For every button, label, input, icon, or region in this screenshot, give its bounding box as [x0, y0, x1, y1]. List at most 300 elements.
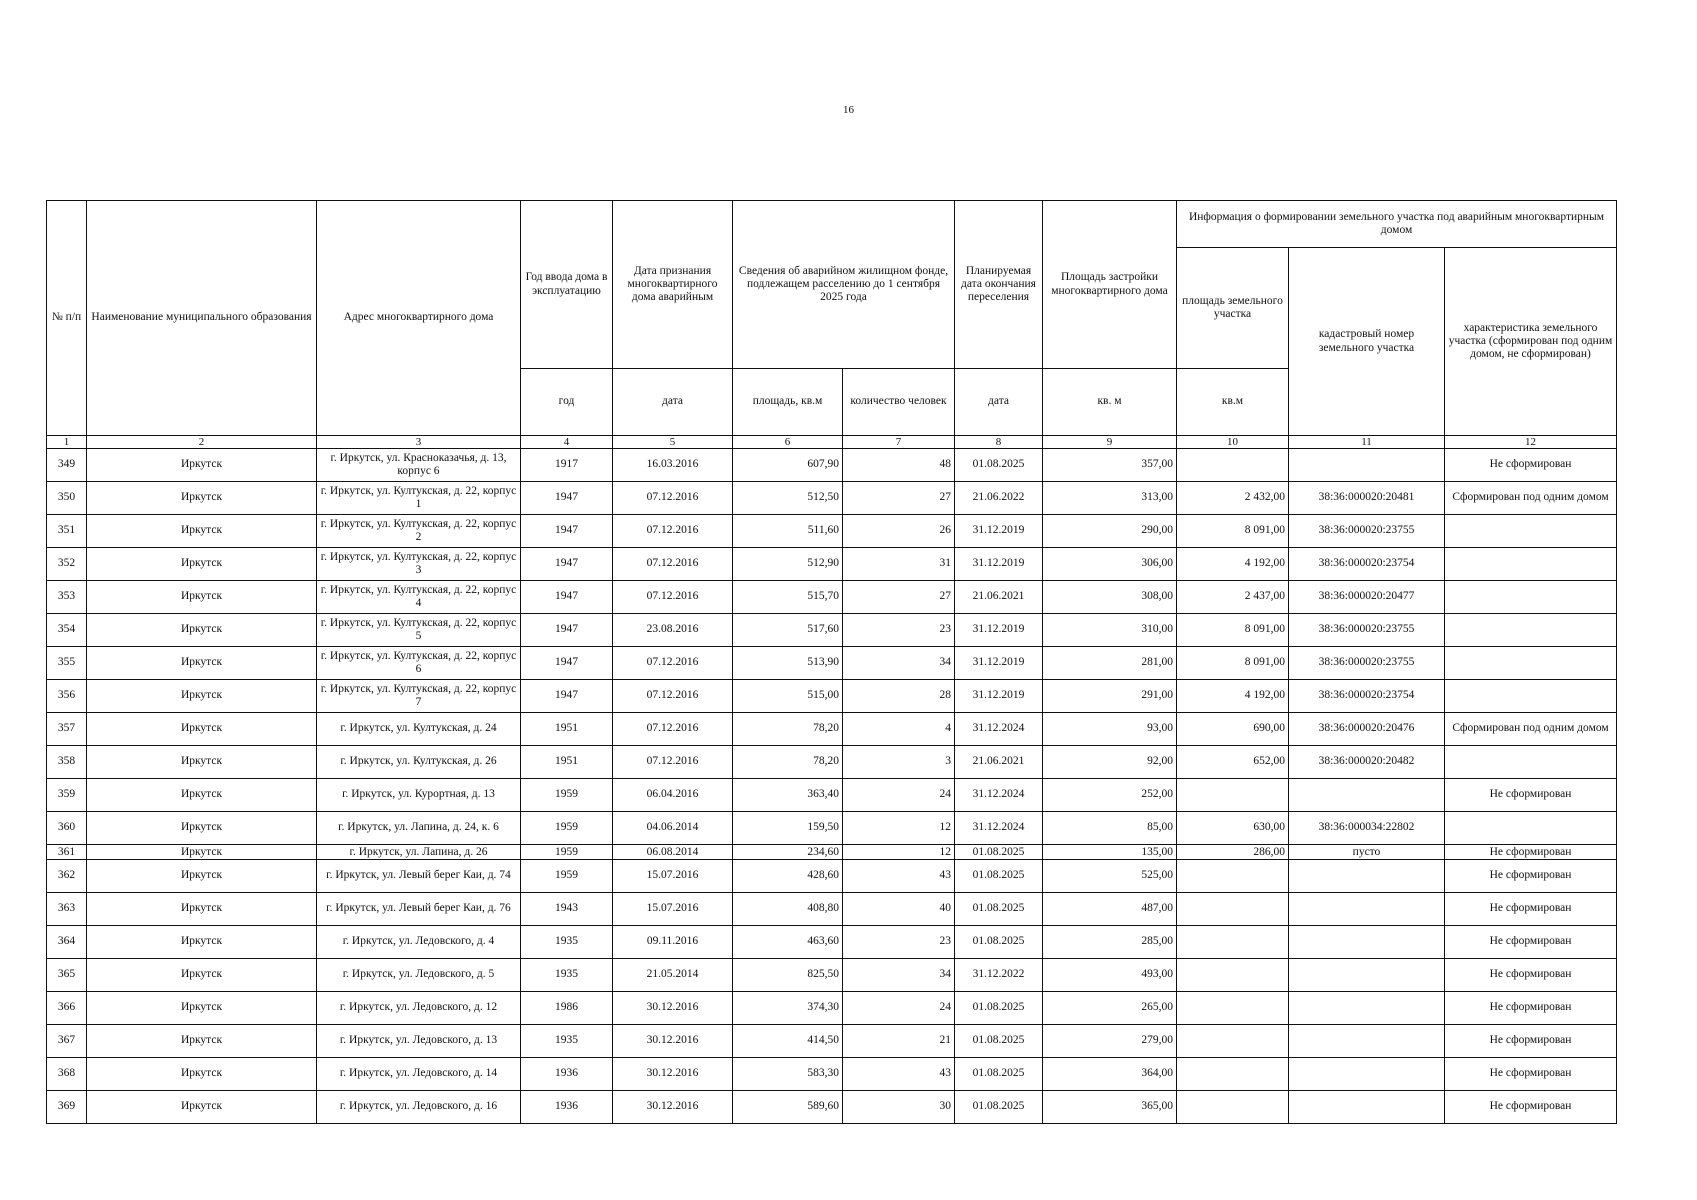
planned-date-cell: 31.12.2024	[955, 812, 1043, 845]
land-status-cell	[1445, 548, 1617, 581]
address-cell: г. Иркутск, ул. Култукская, д. 22, корпус 4	[317, 581, 521, 614]
people-cell: 3	[843, 746, 955, 779]
table-row	[47, 1058, 1617, 1091]
build-area-cell: 525,00	[1043, 860, 1177, 893]
address-cell: г. Иркутск, ул. Култукская, д. 26	[317, 746, 521, 779]
cadastral-cell: 38:36:000020:23755	[1289, 647, 1445, 680]
row-number: 364	[47, 926, 87, 959]
planned-date-cell: 01.08.2025	[955, 845, 1043, 860]
build-area-cell: 306,00	[1043, 548, 1177, 581]
land-status-cell: Не сформирован	[1445, 1025, 1617, 1058]
land-area-cell	[1177, 959, 1289, 992]
municipality-cell: Иркутск	[87, 1058, 317, 1091]
unit-year: год	[521, 369, 613, 436]
table-row	[47, 1091, 1617, 1124]
address-cell: г. Иркутск, ул. Ледовского, д. 16	[317, 1091, 521, 1124]
column-number: 5	[613, 436, 733, 449]
land-area-cell	[1177, 779, 1289, 812]
row-number: 356	[47, 680, 87, 713]
header-address: Адрес многоквартирного дома	[317, 201, 521, 436]
year-cell: 1936	[521, 1058, 613, 1091]
people-cell: 27	[843, 581, 955, 614]
land-status-cell: Не сформирован	[1445, 449, 1617, 482]
people-cell: 26	[843, 515, 955, 548]
row-number: 365	[47, 959, 87, 992]
planned-date-cell: 01.08.2025	[955, 926, 1043, 959]
header-num: № п/п	[47, 201, 87, 436]
recognition-date-cell: 04.06.2014	[613, 812, 733, 845]
recognition-date-cell: 30.12.2016	[613, 992, 733, 1025]
address-cell: г. Иркутск, ул. Култукская, д. 22, корпус 6	[317, 647, 521, 680]
year-cell: 1959	[521, 860, 613, 893]
table-row	[47, 482, 1617, 515]
cadastral-cell: 38:36:000020:20477	[1289, 581, 1445, 614]
land-area-cell: 8 091,00	[1177, 614, 1289, 647]
planned-date-cell: 01.08.2025	[955, 1025, 1043, 1058]
land-status-cell	[1445, 515, 1617, 548]
area-cell: 583,30	[733, 1058, 843, 1091]
header-land-info: Информация о формировании земельного участка под аварийным многоквартирным домом	[1177, 201, 1617, 248]
people-cell: 27	[843, 482, 955, 515]
area-cell: 428,60	[733, 860, 843, 893]
land-status-cell	[1445, 647, 1617, 680]
address-cell: г. Иркутск, ул. Красноказачья, д. 13, корпус 6	[317, 449, 521, 482]
planned-date-cell: 31.12.2024	[955, 713, 1043, 746]
table-row	[47, 1025, 1617, 1058]
area-cell: 517,60	[733, 614, 843, 647]
land-status-cell: Не сформирован	[1445, 959, 1617, 992]
people-cell: 28	[843, 680, 955, 713]
row-number: 352	[47, 548, 87, 581]
row-number: 351	[47, 515, 87, 548]
table-row	[47, 992, 1617, 1025]
land-area-cell: 652,00	[1177, 746, 1289, 779]
column-numbers-row	[47, 436, 1617, 449]
municipality-cell: Иркутск	[87, 680, 317, 713]
table-row	[47, 614, 1617, 647]
people-cell: 23	[843, 926, 955, 959]
year-cell: 1935	[521, 1025, 613, 1058]
recognition-date-cell: 23.08.2016	[613, 614, 733, 647]
people-cell: 24	[843, 779, 955, 812]
recognition-date-cell: 07.12.2016	[613, 515, 733, 548]
municipality-cell: Иркутск	[87, 581, 317, 614]
recognition-date-cell: 21.05.2014	[613, 959, 733, 992]
planned-date-cell: 31.12.2019	[955, 548, 1043, 581]
land-status-cell: Не сформирован	[1445, 926, 1617, 959]
cadastral-cell: пусто	[1289, 845, 1445, 860]
build-area-cell: 92,00	[1043, 746, 1177, 779]
table-row	[47, 746, 1617, 779]
land-area-cell: 286,00	[1177, 845, 1289, 860]
recognition-date-cell: 15.07.2016	[613, 860, 733, 893]
table-row	[47, 581, 1617, 614]
area-cell: 825,50	[733, 959, 843, 992]
unit-area: площадь, кв.м	[733, 369, 843, 436]
municipality-cell: Иркутск	[87, 992, 317, 1025]
row-number: 367	[47, 1025, 87, 1058]
land-area-cell	[1177, 1091, 1289, 1124]
page-number: 16	[843, 104, 854, 116]
municipality-cell: Иркутск	[87, 482, 317, 515]
land-status-cell: Не сформирован	[1445, 860, 1617, 893]
row-number: 360	[47, 812, 87, 845]
year-cell: 1943	[521, 893, 613, 926]
recognition-date-cell: 07.12.2016	[613, 746, 733, 779]
people-cell: 34	[843, 959, 955, 992]
unit-land-sqm: кв.м	[1177, 369, 1289, 436]
land-status-cell: Не сформирован	[1445, 845, 1617, 860]
build-area-cell: 365,00	[1043, 1091, 1177, 1124]
cadastral-cell: 38:36:000020:20481	[1289, 482, 1445, 515]
header-land-area: площадь земельного участка	[1177, 248, 1289, 369]
recognition-date-cell: 06.08.2014	[613, 845, 733, 860]
column-number: 9	[1043, 436, 1177, 449]
people-cell: 40	[843, 893, 955, 926]
area-cell: 589,60	[733, 1091, 843, 1124]
cadastral-cell: 38:36:000020:23755	[1289, 515, 1445, 548]
planned-date-cell: 01.08.2025	[955, 893, 1043, 926]
municipality-cell: Иркутск	[87, 959, 317, 992]
recognition-date-cell: 30.12.2016	[613, 1091, 733, 1124]
land-area-cell	[1177, 926, 1289, 959]
row-number: 366	[47, 992, 87, 1025]
row-number: 355	[47, 647, 87, 680]
build-area-cell: 279,00	[1043, 1025, 1177, 1058]
planned-date-cell: 21.06.2021	[955, 746, 1043, 779]
cadastral-cell: 38:36:000034:22802	[1289, 812, 1445, 845]
recognition-date-cell: 07.12.2016	[613, 680, 733, 713]
municipality-cell: Иркутск	[87, 515, 317, 548]
build-area-cell: 487,00	[1043, 893, 1177, 926]
land-area-cell: 690,00	[1177, 713, 1289, 746]
people-cell: 4	[843, 713, 955, 746]
column-number: 7	[843, 436, 955, 449]
cadastral-cell: 38:36:000020:20476	[1289, 713, 1445, 746]
area-cell: 363,40	[733, 779, 843, 812]
cadastral-cell	[1289, 449, 1445, 482]
cadastral-cell	[1289, 860, 1445, 893]
year-cell: 1986	[521, 992, 613, 1025]
planned-date-cell: 01.08.2025	[955, 1058, 1043, 1091]
people-cell: 12	[843, 845, 955, 860]
land-status-cell	[1445, 812, 1617, 845]
area-cell: 607,90	[733, 449, 843, 482]
header-build-area: Площадь застройки многоквартирного дома	[1043, 201, 1177, 369]
cadastral-cell: 38:36:000020:23754	[1289, 680, 1445, 713]
land-status-cell: Сформирован под одним домом	[1445, 713, 1617, 746]
people-cell: 34	[843, 647, 955, 680]
build-area-cell: 364,00	[1043, 1058, 1177, 1091]
area-cell: 159,50	[733, 812, 843, 845]
recognition-date-cell: 07.12.2016	[613, 581, 733, 614]
people-cell: 12	[843, 812, 955, 845]
land-area-cell	[1177, 449, 1289, 482]
address-cell: г. Иркутск, ул. Курортная, д. 13	[317, 779, 521, 812]
year-cell: 1947	[521, 515, 613, 548]
build-area-cell: 291,00	[1043, 680, 1177, 713]
area-cell: 374,30	[733, 992, 843, 1025]
year-cell: 1936	[521, 1091, 613, 1124]
column-number: 3	[317, 436, 521, 449]
cadastral-cell	[1289, 779, 1445, 812]
build-area-cell: 265,00	[1043, 992, 1177, 1025]
address-cell: г. Иркутск, ул. Култукская, д. 24	[317, 713, 521, 746]
planned-date-cell: 31.12.2019	[955, 515, 1043, 548]
table-row	[47, 515, 1617, 548]
land-status-cell	[1445, 581, 1617, 614]
unit-date: дата	[613, 369, 733, 436]
address-cell: г. Иркутск, ул. Култукская, д. 22, корпус 2	[317, 515, 521, 548]
people-cell: 43	[843, 1058, 955, 1091]
year-cell: 1951	[521, 713, 613, 746]
table-row	[47, 548, 1617, 581]
build-area-cell: 135,00	[1043, 845, 1177, 860]
table-row	[47, 647, 1617, 680]
land-status-cell: Сформирован под одним домом	[1445, 482, 1617, 515]
header-planned-date: Планируемая дата окончания переселения	[955, 201, 1043, 369]
column-number: 1	[47, 436, 87, 449]
year-cell: 1951	[521, 746, 613, 779]
people-cell: 43	[843, 860, 955, 893]
planned-date-cell: 31.12.2022	[955, 959, 1043, 992]
area-cell: 463,60	[733, 926, 843, 959]
recognition-date-cell: 07.12.2016	[613, 482, 733, 515]
column-number: 12	[1445, 436, 1617, 449]
land-status-cell: Не сформирован	[1445, 992, 1617, 1025]
year-cell: 1935	[521, 926, 613, 959]
row-number: 362	[47, 860, 87, 893]
planned-date-cell: 01.08.2025	[955, 449, 1043, 482]
area-cell: 414,50	[733, 1025, 843, 1058]
year-cell: 1959	[521, 779, 613, 812]
table-row	[47, 812, 1617, 845]
area-cell: 408,80	[733, 893, 843, 926]
cadastral-cell: 38:36:000020:20482	[1289, 746, 1445, 779]
recognition-date-cell: 15.07.2016	[613, 893, 733, 926]
area-cell: 511,60	[733, 515, 843, 548]
recognition-date-cell: 07.12.2016	[613, 647, 733, 680]
municipality-cell: Иркутск	[87, 614, 317, 647]
recognition-date-cell: 16.03.2016	[613, 449, 733, 482]
table-row	[47, 926, 1617, 959]
table-row	[47, 779, 1617, 812]
build-area-cell: 85,00	[1043, 812, 1177, 845]
planned-date-cell: 31.12.2019	[955, 647, 1043, 680]
year-cell: 1959	[521, 845, 613, 860]
municipality-cell: Иркутск	[87, 713, 317, 746]
address-cell: г. Иркутск, ул. Култукская, д. 22, корпус 5	[317, 614, 521, 647]
column-number: 6	[733, 436, 843, 449]
year-cell: 1947	[521, 680, 613, 713]
row-number: 349	[47, 449, 87, 482]
build-area-cell: 285,00	[1043, 926, 1177, 959]
land-area-cell: 8 091,00	[1177, 515, 1289, 548]
area-cell: 234,60	[733, 845, 843, 860]
area-cell: 78,20	[733, 746, 843, 779]
address-cell: г. Иркутск, ул. Култукская, д. 22, корпус 1	[317, 482, 521, 515]
municipality-cell: Иркутск	[87, 1025, 317, 1058]
municipality-cell: Иркутск	[87, 746, 317, 779]
address-cell: г. Иркутск, ул. Лапина, д. 24, к. 6	[317, 812, 521, 845]
build-area-cell: 93,00	[1043, 713, 1177, 746]
cadastral-cell	[1289, 1058, 1445, 1091]
build-area-cell: 493,00	[1043, 959, 1177, 992]
land-status-cell: Не сформирован	[1445, 1058, 1617, 1091]
column-number: 4	[521, 436, 613, 449]
area-cell: 515,70	[733, 581, 843, 614]
column-number: 2	[87, 436, 317, 449]
cadastral-cell: 38:36:000020:23754	[1289, 548, 1445, 581]
year-cell: 1935	[521, 959, 613, 992]
row-number: 357	[47, 713, 87, 746]
land-area-cell: 2 432,00	[1177, 482, 1289, 515]
people-cell: 24	[843, 992, 955, 1025]
people-cell: 21	[843, 1025, 955, 1058]
column-number: 10	[1177, 436, 1289, 449]
area-cell: 512,50	[733, 482, 843, 515]
land-area-cell: 8 091,00	[1177, 647, 1289, 680]
recognition-date-cell: 07.12.2016	[613, 548, 733, 581]
municipality-cell: Иркутск	[87, 449, 317, 482]
address-cell: г. Иркутск, ул. Ледовского, д. 12	[317, 992, 521, 1025]
cadastral-cell	[1289, 959, 1445, 992]
municipality-cell: Иркутск	[87, 845, 317, 860]
year-cell: 1917	[521, 449, 613, 482]
land-area-cell: 4 192,00	[1177, 548, 1289, 581]
address-cell: г. Иркутск, ул. Ледовского, д. 5	[317, 959, 521, 992]
people-cell: 30	[843, 1091, 955, 1124]
address-cell: г. Иркутск, ул. Култукская, д. 22, корпус 3	[317, 548, 521, 581]
build-area-cell: 357,00	[1043, 449, 1177, 482]
area-cell: 512,90	[733, 548, 843, 581]
planned-date-cell: 01.08.2025	[955, 1091, 1043, 1124]
area-cell: 78,20	[733, 713, 843, 746]
municipality-cell: Иркутск	[87, 548, 317, 581]
build-area-cell: 281,00	[1043, 647, 1177, 680]
municipality-cell: Иркутск	[87, 926, 317, 959]
address-cell: г. Иркутск, ул. Ледовского, д. 13	[317, 1025, 521, 1058]
recognition-date-cell: 06.04.2016	[613, 779, 733, 812]
unit-people: количество человек	[843, 369, 955, 436]
cadastral-cell	[1289, 893, 1445, 926]
header-land-status: характеристика земельного участка (сформирован под одним домом, не сформирован)	[1445, 248, 1617, 436]
people-cell: 31	[843, 548, 955, 581]
municipality-cell: Иркутск	[87, 647, 317, 680]
table-row	[47, 713, 1617, 746]
cadastral-cell	[1289, 926, 1445, 959]
municipality-cell: Иркутск	[87, 812, 317, 845]
land-area-cell	[1177, 1025, 1289, 1058]
table-row	[47, 845, 1617, 860]
area-cell: 513,90	[733, 647, 843, 680]
people-cell: 48	[843, 449, 955, 482]
row-number: 363	[47, 893, 87, 926]
column-number: 11	[1289, 436, 1445, 449]
planned-date-cell: 01.08.2025	[955, 992, 1043, 1025]
municipality-cell: Иркутск	[87, 860, 317, 893]
header-municipality: Наименование муниципального образования	[87, 201, 317, 436]
row-number: 361	[47, 845, 87, 860]
build-area-cell: 252,00	[1043, 779, 1177, 812]
address-cell: г. Иркутск, ул. Левый берег Каи, д. 74	[317, 860, 521, 893]
header-year: Год ввода дома в эксплуатацию	[521, 201, 613, 369]
address-cell: г. Иркутск, ул. Ледовского, д. 4	[317, 926, 521, 959]
recognition-date-cell: 09.11.2016	[613, 926, 733, 959]
planned-date-cell: 31.12.2019	[955, 614, 1043, 647]
header-housing-info: Сведения об аварийном жилищном фонде, подлежащем расселению до 1 сентября 2025 года	[733, 201, 955, 369]
cadastral-cell	[1289, 1091, 1445, 1124]
land-status-cell	[1445, 746, 1617, 779]
recognition-date-cell: 30.12.2016	[613, 1025, 733, 1058]
planned-date-cell: 31.12.2019	[955, 680, 1043, 713]
row-number: 369	[47, 1091, 87, 1124]
recognition-date-cell: 07.12.2016	[613, 713, 733, 746]
land-area-cell: 4 192,00	[1177, 680, 1289, 713]
year-cell: 1947	[521, 647, 613, 680]
year-cell: 1947	[521, 548, 613, 581]
address-cell: г. Иркутск, ул. Левый берег Каи, д. 76	[317, 893, 521, 926]
land-area-cell	[1177, 893, 1289, 926]
cadastral-cell: 38:36:000020:23755	[1289, 614, 1445, 647]
unit-planned-date: дата	[955, 369, 1043, 436]
row-number: 350	[47, 482, 87, 515]
people-cell: 23	[843, 614, 955, 647]
row-number: 354	[47, 614, 87, 647]
land-area-cell	[1177, 860, 1289, 893]
build-area-cell: 290,00	[1043, 515, 1177, 548]
land-status-cell: Не сформирован	[1445, 893, 1617, 926]
year-cell: 1959	[521, 812, 613, 845]
row-number: 353	[47, 581, 87, 614]
municipality-cell: Иркутск	[87, 779, 317, 812]
build-area-cell: 310,00	[1043, 614, 1177, 647]
land-status-cell: Не сформирован	[1445, 779, 1617, 812]
municipality-cell: Иркутск	[87, 893, 317, 926]
header-cadastral: кадастровый номер земельного участка	[1289, 248, 1445, 436]
address-cell: г. Иркутск, ул. Култукская, д. 22, корпус 7	[317, 680, 521, 713]
year-cell: 1947	[521, 614, 613, 647]
planned-date-cell: 21.06.2022	[955, 482, 1043, 515]
table-row	[47, 860, 1617, 893]
unit-sqm: кв. м	[1043, 369, 1177, 436]
planned-date-cell: 01.08.2025	[955, 860, 1043, 893]
year-cell: 1947	[521, 482, 613, 515]
land-area-cell	[1177, 992, 1289, 1025]
land-status-cell	[1445, 614, 1617, 647]
column-number: 8	[955, 436, 1043, 449]
land-status-cell: Не сформирован	[1445, 1091, 1617, 1124]
land-status-cell	[1445, 680, 1617, 713]
planned-date-cell: 31.12.2024	[955, 779, 1043, 812]
land-area-cell: 630,00	[1177, 812, 1289, 845]
cadastral-cell	[1289, 1025, 1445, 1058]
address-cell: г. Иркутск, ул. Ледовского, д. 14	[317, 1058, 521, 1091]
row-number: 359	[47, 779, 87, 812]
area-cell: 515,00	[733, 680, 843, 713]
municipality-cell: Иркутск	[87, 1091, 317, 1124]
emergency-housing-table	[46, 200, 1617, 1124]
land-area-cell	[1177, 1058, 1289, 1091]
recognition-date-cell: 30.12.2016	[613, 1058, 733, 1091]
cadastral-cell	[1289, 992, 1445, 1025]
build-area-cell: 308,00	[1043, 581, 1177, 614]
planned-date-cell: 21.06.2021	[955, 581, 1043, 614]
header-recognition-date: Дата признания многоквартирного дома аварийным	[613, 201, 733, 369]
row-number: 368	[47, 1058, 87, 1091]
row-number: 358	[47, 746, 87, 779]
build-area-cell: 313,00	[1043, 482, 1177, 515]
